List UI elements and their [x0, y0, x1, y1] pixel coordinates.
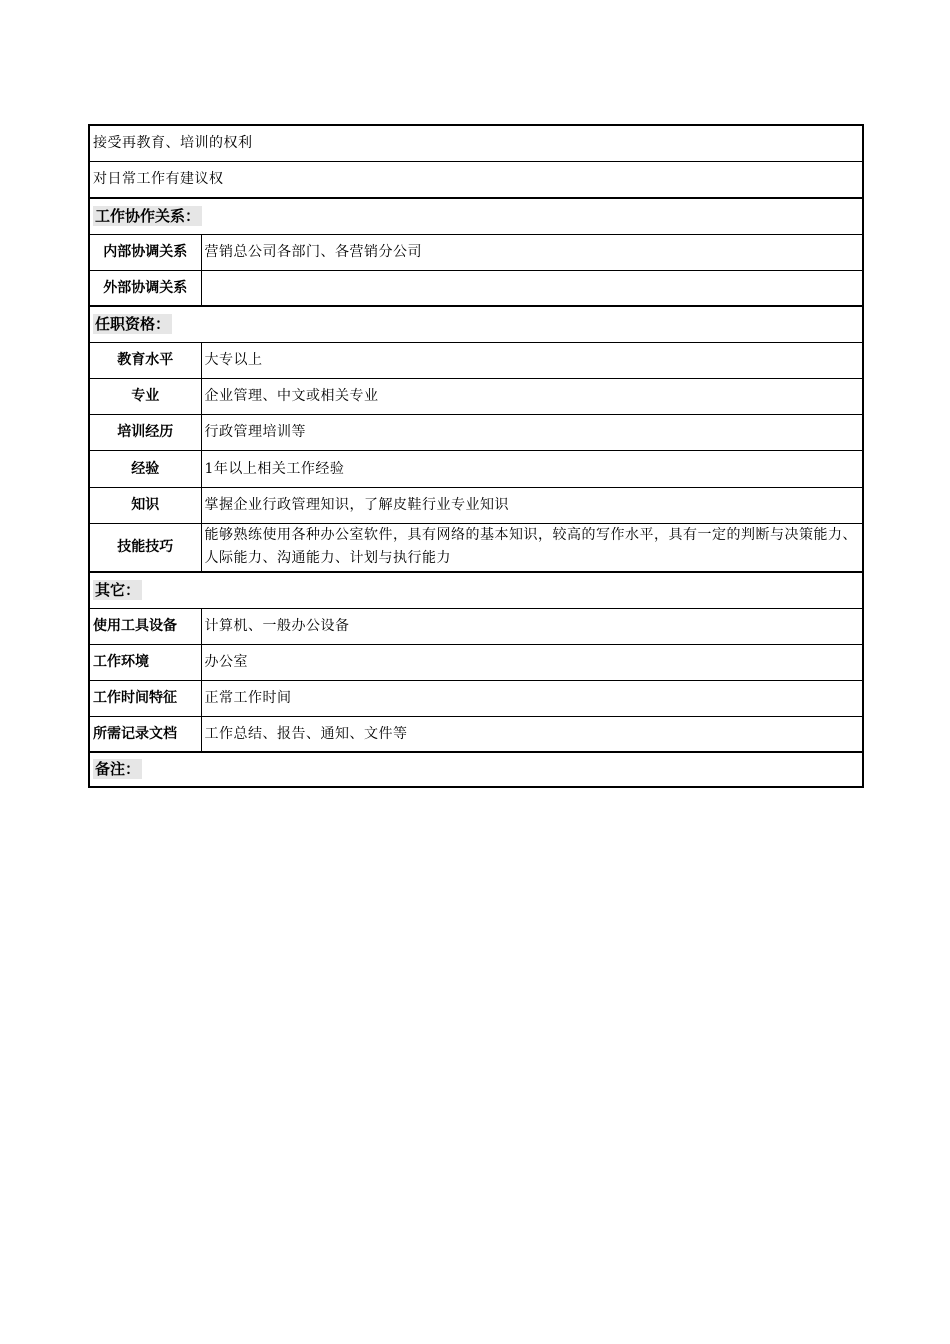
- other-section-title: 其它：: [95, 580, 141, 599]
- row-value: 工作总结、报告、通知、文件等: [201, 716, 863, 752]
- row-value: 掌握企业行政管理知识，了解皮鞋行业专业知识: [201, 487, 863, 523]
- row-value: [201, 270, 863, 306]
- row-value: 企业管理、中文或相关专业: [201, 378, 863, 414]
- cooperation-section-title: 工作协作关系：: [95, 206, 201, 225]
- remarks-section-title: 备注：: [95, 760, 141, 778]
- row-label: 外部协调关系: [89, 270, 201, 306]
- row-label: 专业: [89, 378, 201, 414]
- table-row: [89, 644, 863, 680]
- section-header-row: [89, 572, 863, 608]
- table-row: [89, 234, 863, 270]
- row-label: 所需记录文档: [89, 716, 201, 752]
- row-label: 知识: [89, 487, 201, 523]
- qualifications-section-title: 任职资格：: [95, 314, 171, 333]
- table-row: [89, 414, 863, 450]
- row-value: 办公室: [201, 644, 863, 680]
- table-row: [89, 608, 863, 644]
- row-label: 使用工具设备: [89, 608, 201, 644]
- table-row: [89, 680, 863, 716]
- row-value: 计算机、一般办公设备: [201, 608, 863, 644]
- row-label: 经验: [89, 450, 201, 487]
- job-description-table: [88, 124, 864, 788]
- rights-row: [89, 125, 863, 161]
- row-value: 能够熟练使用各种办公室软件，具有网络的基本知识，较高的写作水平，具有一定的判断与决策能力、人际能力、沟通能力、计划与执行能力: [201, 523, 863, 572]
- row-value: 1年以上相关工作经验: [201, 450, 863, 487]
- rights-row: [89, 161, 863, 198]
- section-header-row: [89, 198, 863, 234]
- table-row: [89, 716, 863, 752]
- row-label: 教育水平: [89, 342, 201, 378]
- section-header-row: [89, 306, 863, 342]
- table-row: [89, 270, 863, 306]
- table-row: [89, 342, 863, 378]
- row-value: 大专以上: [201, 342, 863, 378]
- rights-item: 接受再教育、培训的权利: [89, 125, 863, 161]
- table-row: [89, 487, 863, 523]
- row-label: 技能技巧: [89, 523, 201, 572]
- section-header-row: [89, 752, 863, 787]
- row-value: 正常工作时间: [201, 680, 863, 716]
- table-row: [89, 523, 863, 572]
- table-row: [89, 450, 863, 487]
- row-label: 工作环境: [89, 644, 201, 680]
- row-value: 营销总公司各部门、各营销分公司: [201, 234, 863, 270]
- row-label: 培训经历: [89, 414, 201, 450]
- row-label: 内部协调关系: [89, 234, 201, 270]
- table-row: [89, 378, 863, 414]
- row-value: 行政管理培训等: [201, 414, 863, 450]
- rights-item: 对日常工作有建议权: [89, 161, 863, 198]
- row-label: 工作时间特征: [89, 680, 201, 716]
